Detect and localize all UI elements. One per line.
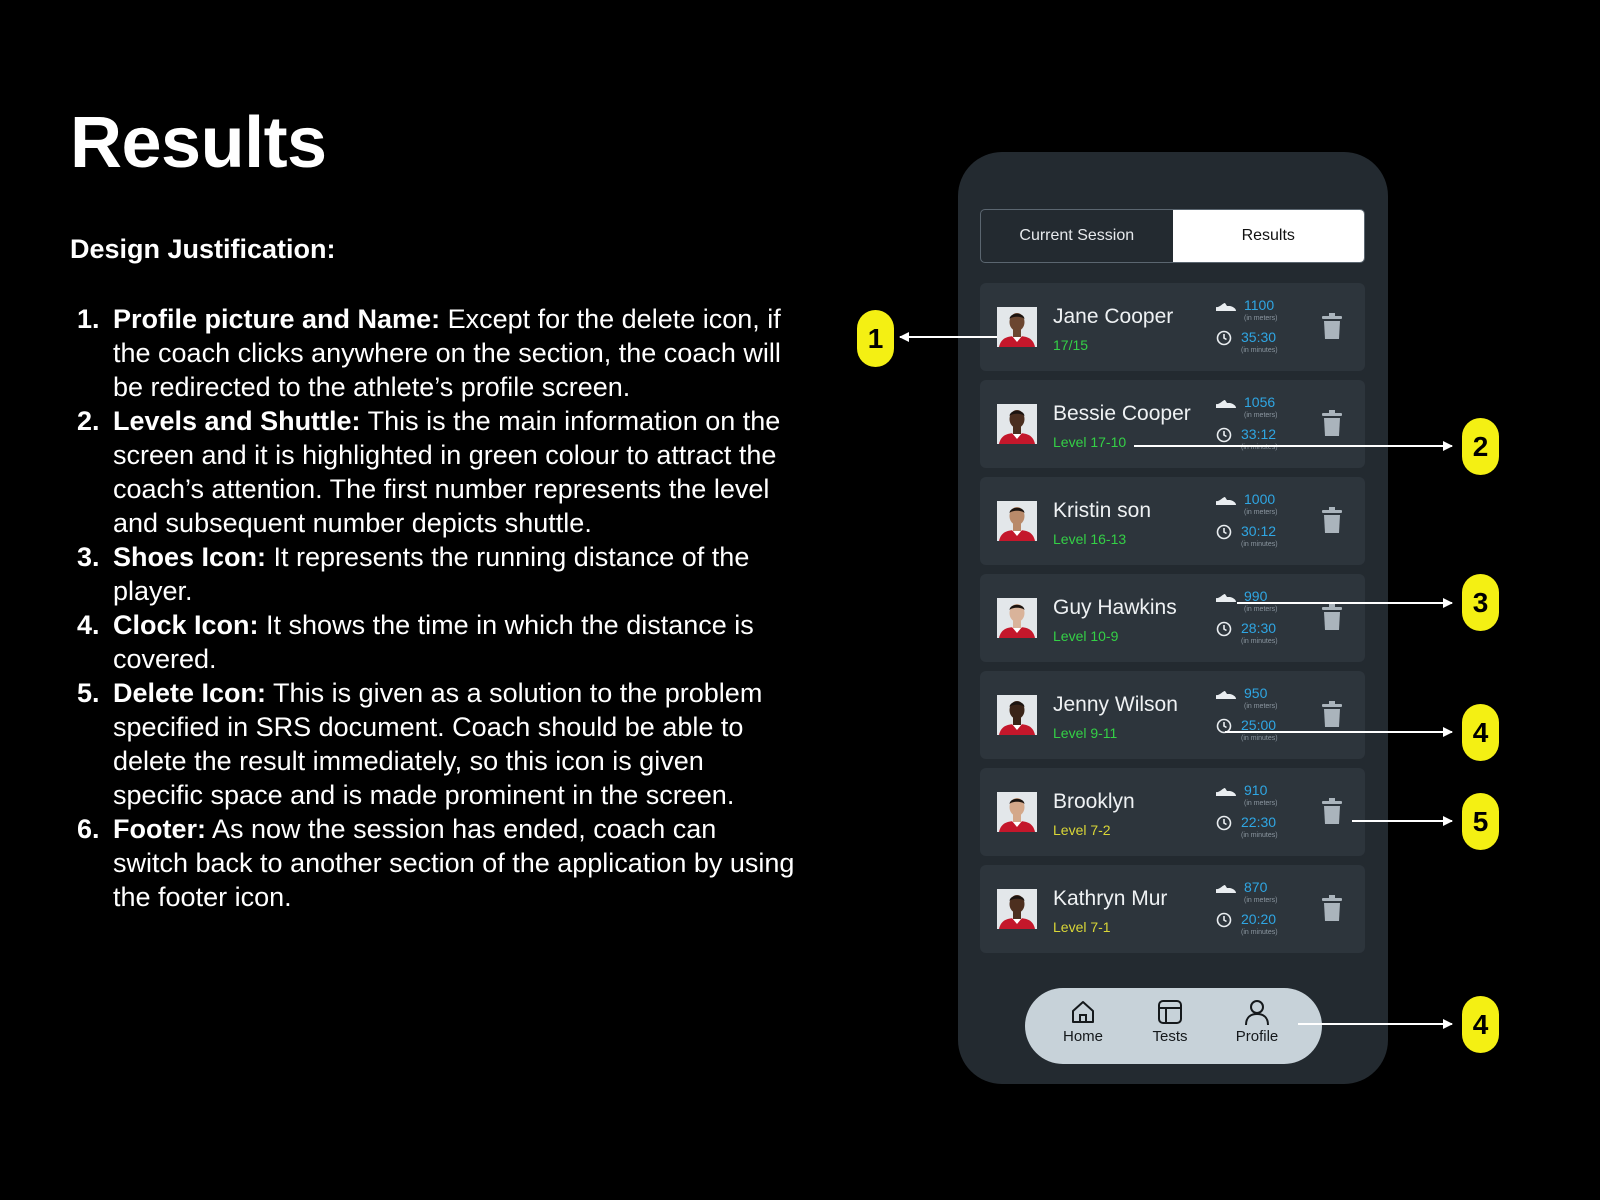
time-value: 28:30 <box>1241 620 1277 636</box>
athlete-level[interactable]: 17/15 <box>1053 337 1089 353</box>
item-title: Profile picture and Name: <box>113 304 441 334</box>
item-text: As now the session has ended, coach can switch back to another section of the application by using the footer icon. <box>113 814 795 912</box>
item-title: Delete Icon: <box>113 678 267 708</box>
tab-current-session[interactable]: Current Session <box>1019 227 1135 244</box>
item-number: 2. <box>77 406 100 436</box>
athlete-level[interactable]: Level 7-1 <box>1053 919 1111 935</box>
item-text: Except for the delete icon, if the coach clicks anywhere on the section, the coach will be redirected to the athlete’s profile screen. <box>113 304 781 402</box>
item-text: It represents the running distance of the player. <box>113 542 750 606</box>
item-number: 4. <box>77 610 100 640</box>
athlete-level[interactable]: Level 17-10 <box>1053 434 1127 450</box>
marker-3: 3 <box>1462 574 1499 631</box>
distance-value: 1000 <box>1244 491 1276 507</box>
item-title: Levels and Shuttle: <box>113 406 361 436</box>
distance-value: 1056 <box>1244 394 1276 410</box>
athlete-name[interactable]: Guy Hawkins <box>1053 596 1177 619</box>
athlete-name[interactable]: Bessie Cooper <box>1053 402 1191 425</box>
distance-value: 910 <box>1244 782 1268 798</box>
distance-value: 990 <box>1244 588 1268 604</box>
marker-2: 2 <box>1462 418 1499 475</box>
time-unit: (in minutes) <box>1241 638 1278 645</box>
time-unit: (in minutes) <box>1241 347 1278 354</box>
athlete-name[interactable]: Kathryn Mur <box>1053 887 1168 910</box>
distance-unit: (in meters) <box>1244 412 1278 419</box>
time-unit: (in minutes) <box>1241 929 1278 936</box>
time-value: 35:30 <box>1241 329 1277 345</box>
distance-value: 1100 <box>1244 297 1275 313</box>
athlete-level[interactable]: Level 10-9 <box>1053 628 1119 644</box>
footer-tests-label: Tests <box>1152 1028 1188 1045</box>
item-number: 6. <box>77 814 100 844</box>
marker-6: 4 <box>1462 996 1499 1053</box>
athlete-name[interactable]: Jenny Wilson <box>1053 693 1178 716</box>
athlete-level[interactable]: Level 9-11 <box>1053 725 1118 741</box>
tab-results[interactable]: Results <box>1173 210 1365 262</box>
item-title: Footer: <box>113 814 206 844</box>
distance-unit: (in meters) <box>1244 509 1278 516</box>
distance-unit: (in meters) <box>1244 703 1278 710</box>
time-unit: (in minutes) <box>1241 444 1278 451</box>
marker-5: 5 <box>1462 793 1499 850</box>
item-number: 3. <box>77 542 100 572</box>
footer-profile-label: Profile <box>1235 1028 1279 1045</box>
time-value: 22:30 <box>1241 814 1277 830</box>
time-value: 33:12 <box>1241 426 1277 442</box>
time-value: 30:12 <box>1241 523 1277 539</box>
item-title: Clock Icon: <box>113 610 259 640</box>
time-unit: (in minutes) <box>1241 735 1278 742</box>
time-value: 20:20 <box>1241 911 1277 927</box>
distance-unit: (in meters) <box>1244 800 1278 807</box>
page-title: Results <box>70 103 327 183</box>
distance-unit: (in meters) <box>1244 897 1278 904</box>
item-number: 5. <box>77 678 100 708</box>
design-justification-heading: Design Justification: <box>70 234 336 264</box>
athlete-name[interactable]: Jane Cooper <box>1053 305 1174 328</box>
distance-value: 870 <box>1244 879 1268 895</box>
item-number: 1. <box>77 304 100 334</box>
footer-home-label: Home <box>1062 1028 1103 1045</box>
distance-unit: (in meters) <box>1244 315 1278 322</box>
time-unit: (in minutes) <box>1241 541 1278 548</box>
time-unit: (in minutes) <box>1241 832 1278 839</box>
distance-value: 950 <box>1244 685 1268 701</box>
marker-4: 4 <box>1462 704 1499 761</box>
athlete-name[interactable]: Brooklyn <box>1053 790 1135 813</box>
item-text: It shows the time in which the distance is covered. <box>113 610 754 674</box>
item-text: This is the main information on the screen and it is highlighted in green colour to attract the coach’s attention. The first number represents the level and subsequent number depicts shuttle. <box>113 406 781 538</box>
athlete-level[interactable]: Level 7-2 <box>1053 822 1111 838</box>
athlete-name[interactable]: Kristin son <box>1053 499 1152 522</box>
time-value: 25:00 <box>1241 717 1277 733</box>
distance-unit: (in meters) <box>1244 606 1278 613</box>
athlete-level[interactable]: Level 16-13 <box>1053 531 1127 547</box>
item-title: Shoes Icon: <box>113 542 267 572</box>
marker-1: 1 <box>857 310 894 367</box>
item-text: This is given as a solution to the problem specified in SRS document. Coach should be able to delete the result immediately, so this icon is given specific space and is made prominent in the screen. <box>113 678 763 810</box>
